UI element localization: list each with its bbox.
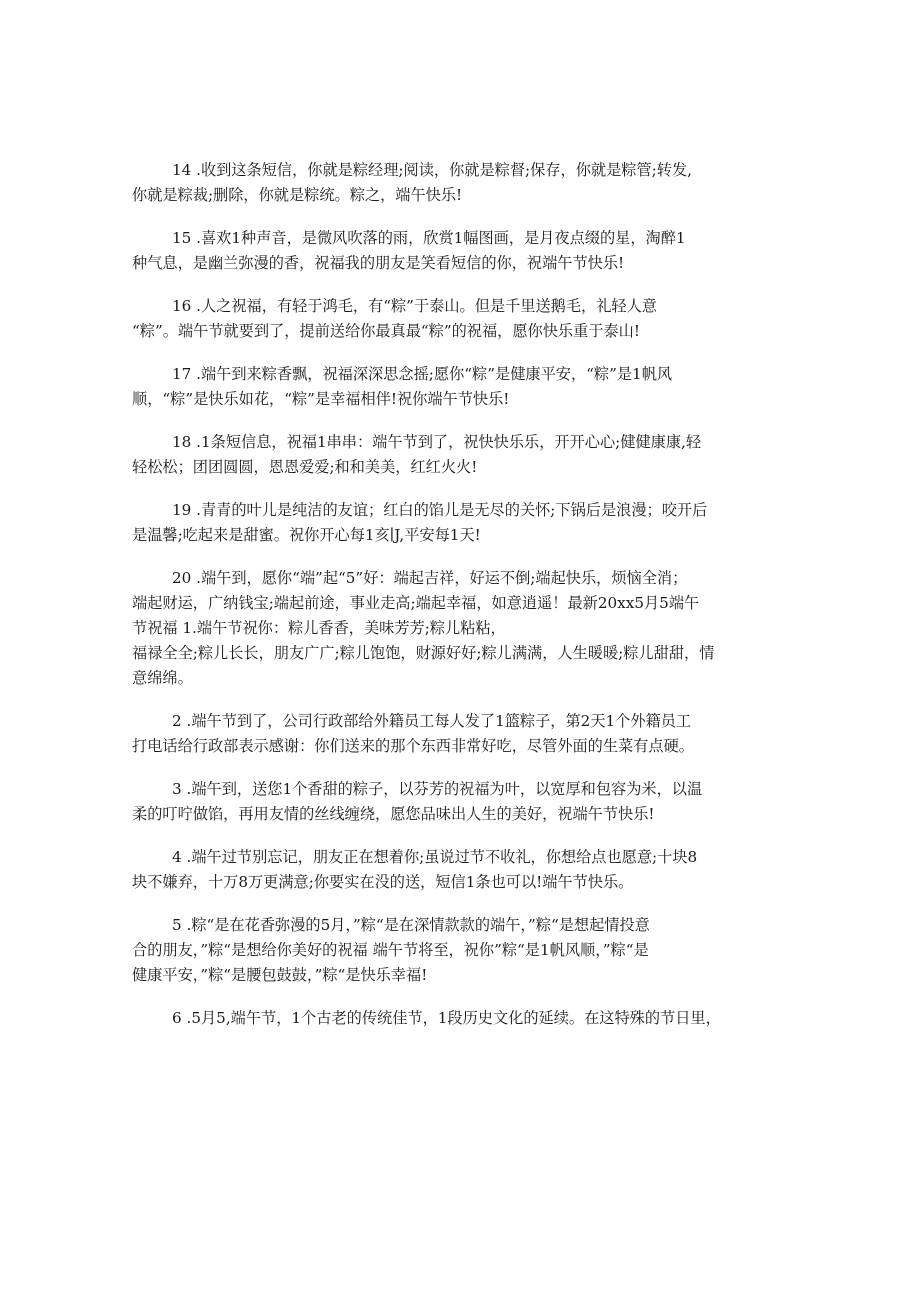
- paragraph: [132, 158, 792, 208]
- text-line: 节祝福 1.端午节祝你：粽儿香香，美味芳芳;粽儿粘粘，: [132, 619, 506, 637]
- text-line: 健康平安，”粽“是腰包鼓鼓，”粽“是快乐幸福!: [132, 966, 428, 984]
- text-line: 18 .1条短信息，祝福1串串：端午节到了，祝快快乐乐，开开心心;健健康康,轻: [172, 433, 702, 451]
- text-line: “粽”。端午节就要到了，提前送给你最真最“粽”的祝福，愿你快乐重于泰山!: [132, 322, 640, 340]
- text-line: 你就是粽裁;删除，你就是粽统。粽之，端午快乐!: [132, 186, 463, 204]
- text-line: 合的朋友，”粽“是想给你美好的祝福 端午节将至，祝你”粽“是1帆风顺，”粽“是: [132, 941, 649, 959]
- text-line: 19 .青青的叶儿是纯洁的友谊；红白的馅儿是无尽的关怀;下锅后是浪漫；咬开后: [172, 501, 708, 519]
- paragraph: [132, 430, 792, 480]
- paragraph: [132, 498, 792, 548]
- text-line: 4 .端午过节别忘记，朋友正在想着你;虽说过节不收礼，你想给点也愿意;十块8: [172, 848, 698, 866]
- text-line: 顺，“粽”是快乐如花，“粽”是幸福相伴!祝你端午节快乐!: [132, 390, 510, 408]
- text-line: 块不嫌弃，十万8万更满意;你要实在没的送，短信1条也可以!端午节快乐。: [132, 873, 634, 891]
- paragraph: [132, 777, 792, 827]
- text-line: 种气息，是幽兰弥漫的香，祝福我的朋友是笑看短信的你，祝端午节快乐!: [132, 254, 625, 272]
- text-line: 16 .人之祝福，有轻于鸿毛，有“粽”于泰山。但是千里送鹅毛，礼轻人意: [172, 297, 657, 315]
- text-line: 轻松松；团团圆圆，恩恩爱爱;和和美美，红红火火!: [132, 458, 478, 476]
- paragraph: [132, 566, 792, 691]
- text-line: 意绵绵。: [132, 669, 193, 687]
- document-body: [132, 158, 792, 1031]
- text-line: 3 .端午到，送您1个香甜的粽子，以芬芳的祝福为叶，以宽厚和包容为米，以温: [172, 780, 703, 798]
- text-line: 6 .5月5,端午节，1个古老的传统佳节，1段历史文化的延续。在这特殊的节日里，: [172, 1009, 721, 1027]
- text-line: 2 .端午节到了，公司行政部给外籍员工每人发了1篮粽子，第2天1个外籍员工: [172, 712, 692, 730]
- text-line: 打电话给行政部表示感谢：你们送来的那个东西非常好吃，尽管外面的生菜有点硬。: [132, 737, 694, 755]
- text-line: 是温馨;吃起来是甜蜜。祝你开心每1亥∣J,平安每1天!: [132, 526, 481, 544]
- text-line: 5 .粽“是在花香弥漫的5月，”粽“是在深情款款的端午，”粽“是想起情投意: [172, 916, 650, 934]
- paragraph: [132, 709, 792, 759]
- paragraph: [132, 1006, 792, 1031]
- paragraph: [132, 226, 792, 276]
- paragraph: [132, 845, 792, 895]
- text-line: 20 .端午到，愿你“端”起“5”好：端起吉祥，好运不倒;端起快乐，烦恼全消；: [172, 569, 688, 587]
- paragraph: [132, 913, 792, 988]
- text-line: 端起财运，广纳钱宝;端起前途，事业走高;端起幸福，如意逍遥！最新20xx5月5端午: [132, 594, 700, 612]
- paragraph: [132, 294, 792, 344]
- text-line: 福禄全全;粽儿长长，朋友广广;粽儿饱饱，财源好好;粽儿满满，人生暖暖;粽儿甜甜，情: [132, 644, 715, 662]
- paragraph: [132, 362, 792, 412]
- text-line: 15 .喜欢1种声音，是微风吹落的雨，欣赏1幅图画，是月夜点缀的星，淘醉1: [172, 229, 686, 247]
- text-line: 柔的叮咛做馅，再用友情的丝线缠绕，愿您品味出人生的美好，祝端午节快乐!: [132, 805, 655, 823]
- text-line: 17 .端午到来粽香飘，祝福深深思念摇;愿你“粽”是健康平安，“粽”是1帆风: [172, 365, 673, 383]
- text-line: 14 .收到这条短信，你就是粽经理;阅读，你就是粽督;保存，你就是粽管;转发,: [172, 161, 692, 179]
